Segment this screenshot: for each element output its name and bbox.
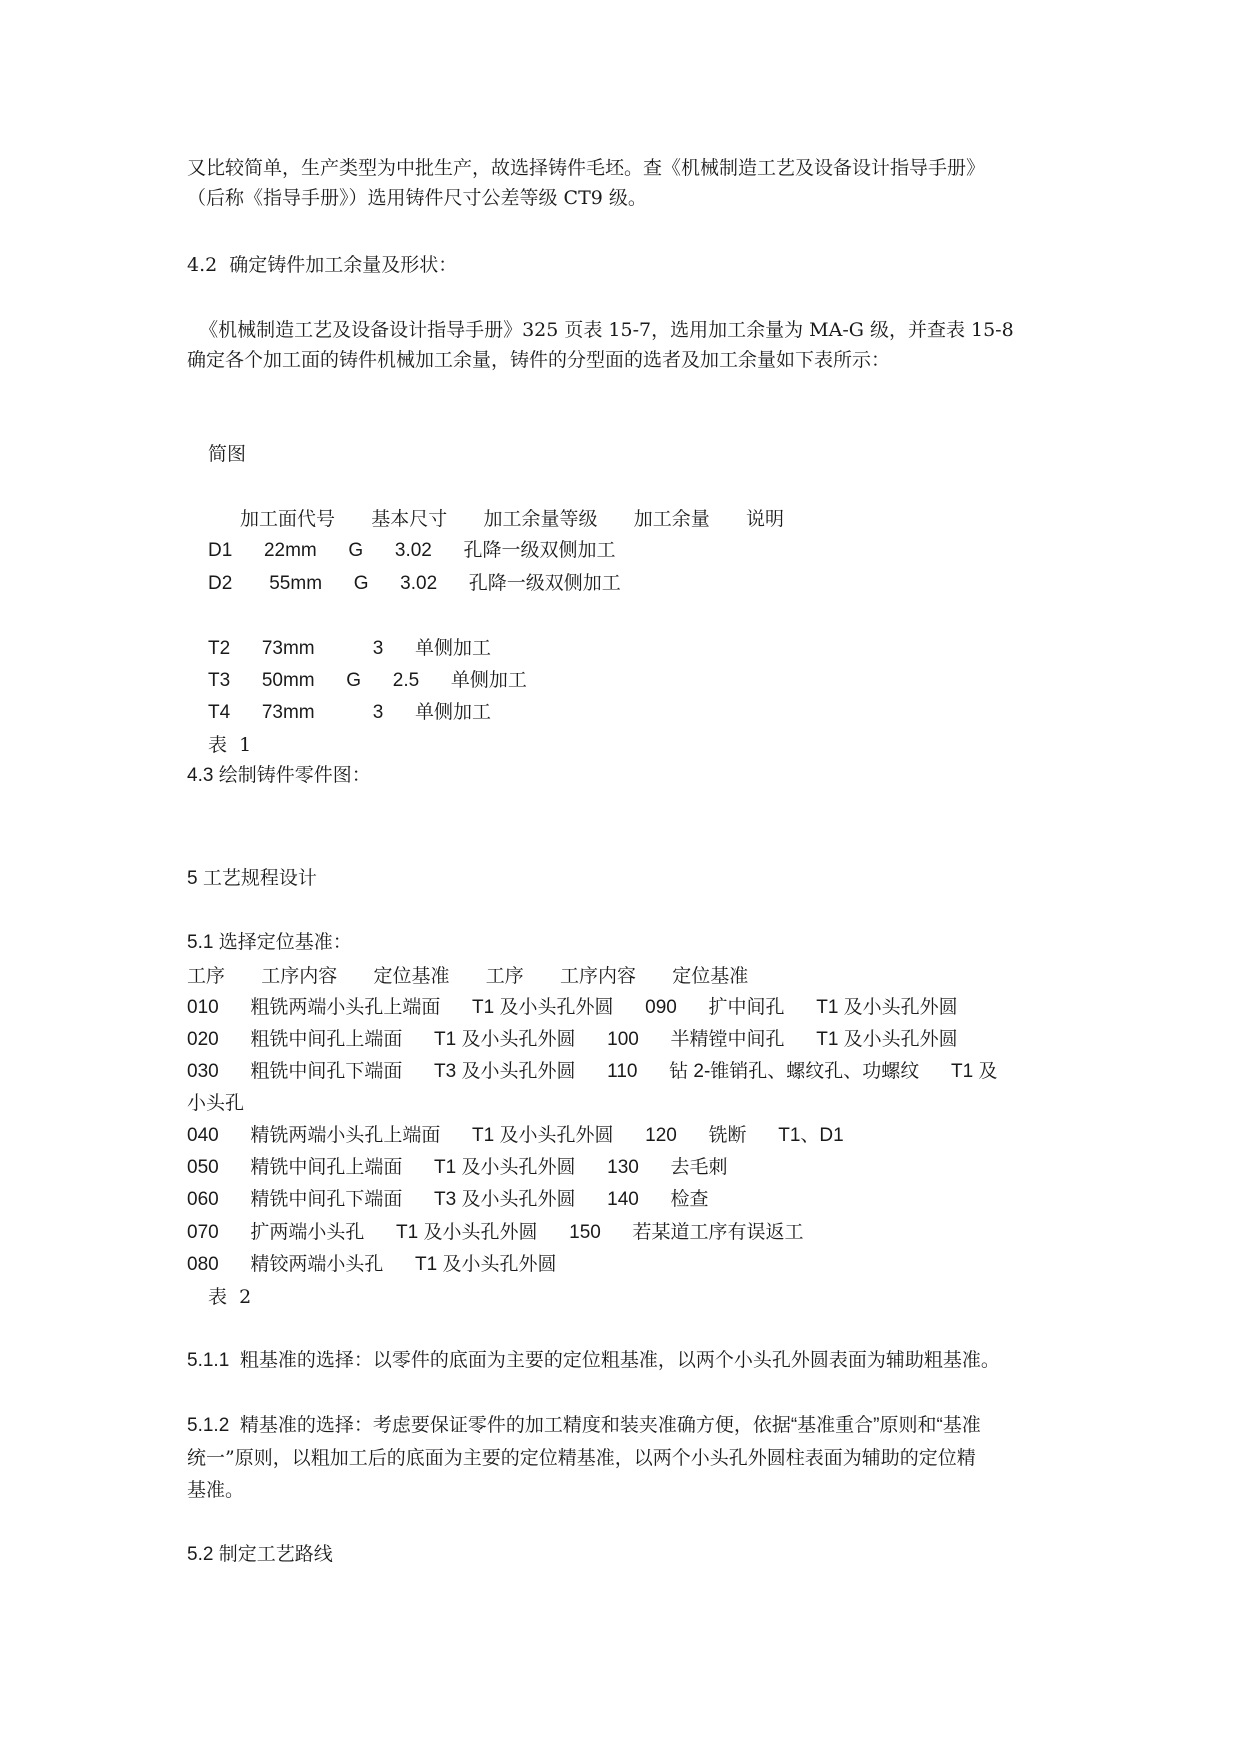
table2-row: 070 扩两端小头孔 T1 及小头孔外圆 150 若某道工序有误返工 bbox=[187, 1222, 804, 1243]
table2-row: 010 粗铣两端小头孔上端面 T1 及小头孔外圆 090 扩中间孔 T1 及小头孔外圆 bbox=[187, 997, 958, 1018]
section-4-2-para-line-2: 确定各个加工面的铸件机械加工余量，铸件的分型面的选者及加工余量如下表所示： bbox=[187, 349, 891, 371]
table2-row: 040 精铣两端小头孔上端面 T1 及小头孔外圆 120 铣断 T1、D1 bbox=[187, 1125, 844, 1146]
table1-row: T4 73mm 3 单侧加工 bbox=[208, 702, 491, 723]
table2-row: 080 精铰两端小头孔 T1 及小头孔外圆 bbox=[187, 1254, 557, 1275]
table2-row: 020 粗铣中间孔上端面 T1 及小头孔外圆 100 半精镗中间孔 T1 及小头孔外圆 bbox=[187, 1029, 958, 1050]
section-5-2-heading: 5.2 制定工艺路线 bbox=[187, 1544, 333, 1565]
section-4-3-heading: 4.3 绘制铸件零件图： bbox=[187, 765, 371, 786]
table1-row: D2 55mm G 3.02 孔降一级双侧加工 bbox=[208, 573, 621, 594]
table2-row: 060 精铣中间孔下端面 T3 及小头孔外圆 140 检查 bbox=[187, 1189, 709, 1210]
table1-row: T2 73mm 3 单侧加工 bbox=[208, 638, 491, 659]
section-5-1-2-line-2: 统一”原则，以粗加工后的底面为主要的定位精基准，以两个小头孔外圆柱表面为辅助的定位精 bbox=[187, 1447, 976, 1469]
table2-caption: 表 2 bbox=[208, 1286, 252, 1308]
sketch-label: 简图 bbox=[208, 443, 247, 465]
section-5-1-2-line-1: 5.1.2 精基准的选择：考虑要保证零件的加工精度和装夹准确方便，依据“基准重合”原则和“基准 bbox=[187, 1415, 981, 1436]
table2-header: 工序 工序内容 定位基准 工序 工序内容 定位基准 bbox=[187, 965, 749, 987]
section-5-1-1-text: 5.1.1 粗基准的选择：以零件的底面为主要的定位粗基准，以两个小头孔外圆表面为辅助粗基准。 bbox=[187, 1350, 1000, 1371]
intro-line-2: （后称《指导手册》）选用铸件尺寸公差等级 CT9 级。 bbox=[187, 187, 647, 209]
table2-row-continuation: 小头孔 bbox=[187, 1092, 245, 1114]
table1-row: D1 22mm G 3.02 孔降一级双侧加工 bbox=[208, 540, 616, 561]
table2-row: 030 粗铣中间孔下端面 T3 及小头孔外圆 110 钻 2-锥销孔、螺纹孔、功螺纹 T1 及 bbox=[187, 1061, 998, 1082]
table1-header: 加工面代号 基本尺寸 加工余量等级 加工余量 说明 bbox=[240, 508, 784, 530]
intro-line-1: 又比较简单，生产类型为中批生产，故选择铸件毛坯。查《机械制造工艺及设备设计指导手册》 bbox=[187, 157, 986, 179]
table1-row: T3 50mm G 2.5 单侧加工 bbox=[208, 670, 527, 691]
table2-row: 050 精铣中间孔上端面 T1 及小头孔外圆 130 去毛刺 bbox=[187, 1157, 728, 1178]
section-4-2-para-line-1: 《机械制造工艺及设备设计指导手册》325 页表 15-7，选用加工余量为 MA-G 级，并查表 15-8 bbox=[187, 319, 1014, 341]
table1-caption: 表 1 bbox=[208, 734, 252, 756]
section-5-heading: 5 工艺规程设计 bbox=[187, 868, 317, 889]
section-5-1-heading: 5.1 选择定位基准： bbox=[187, 932, 352, 953]
section-5-1-2-line-3: 基准。 bbox=[187, 1479, 245, 1501]
section-4-2-heading: 4.2 确定铸件加工余量及形状： bbox=[187, 254, 458, 276]
